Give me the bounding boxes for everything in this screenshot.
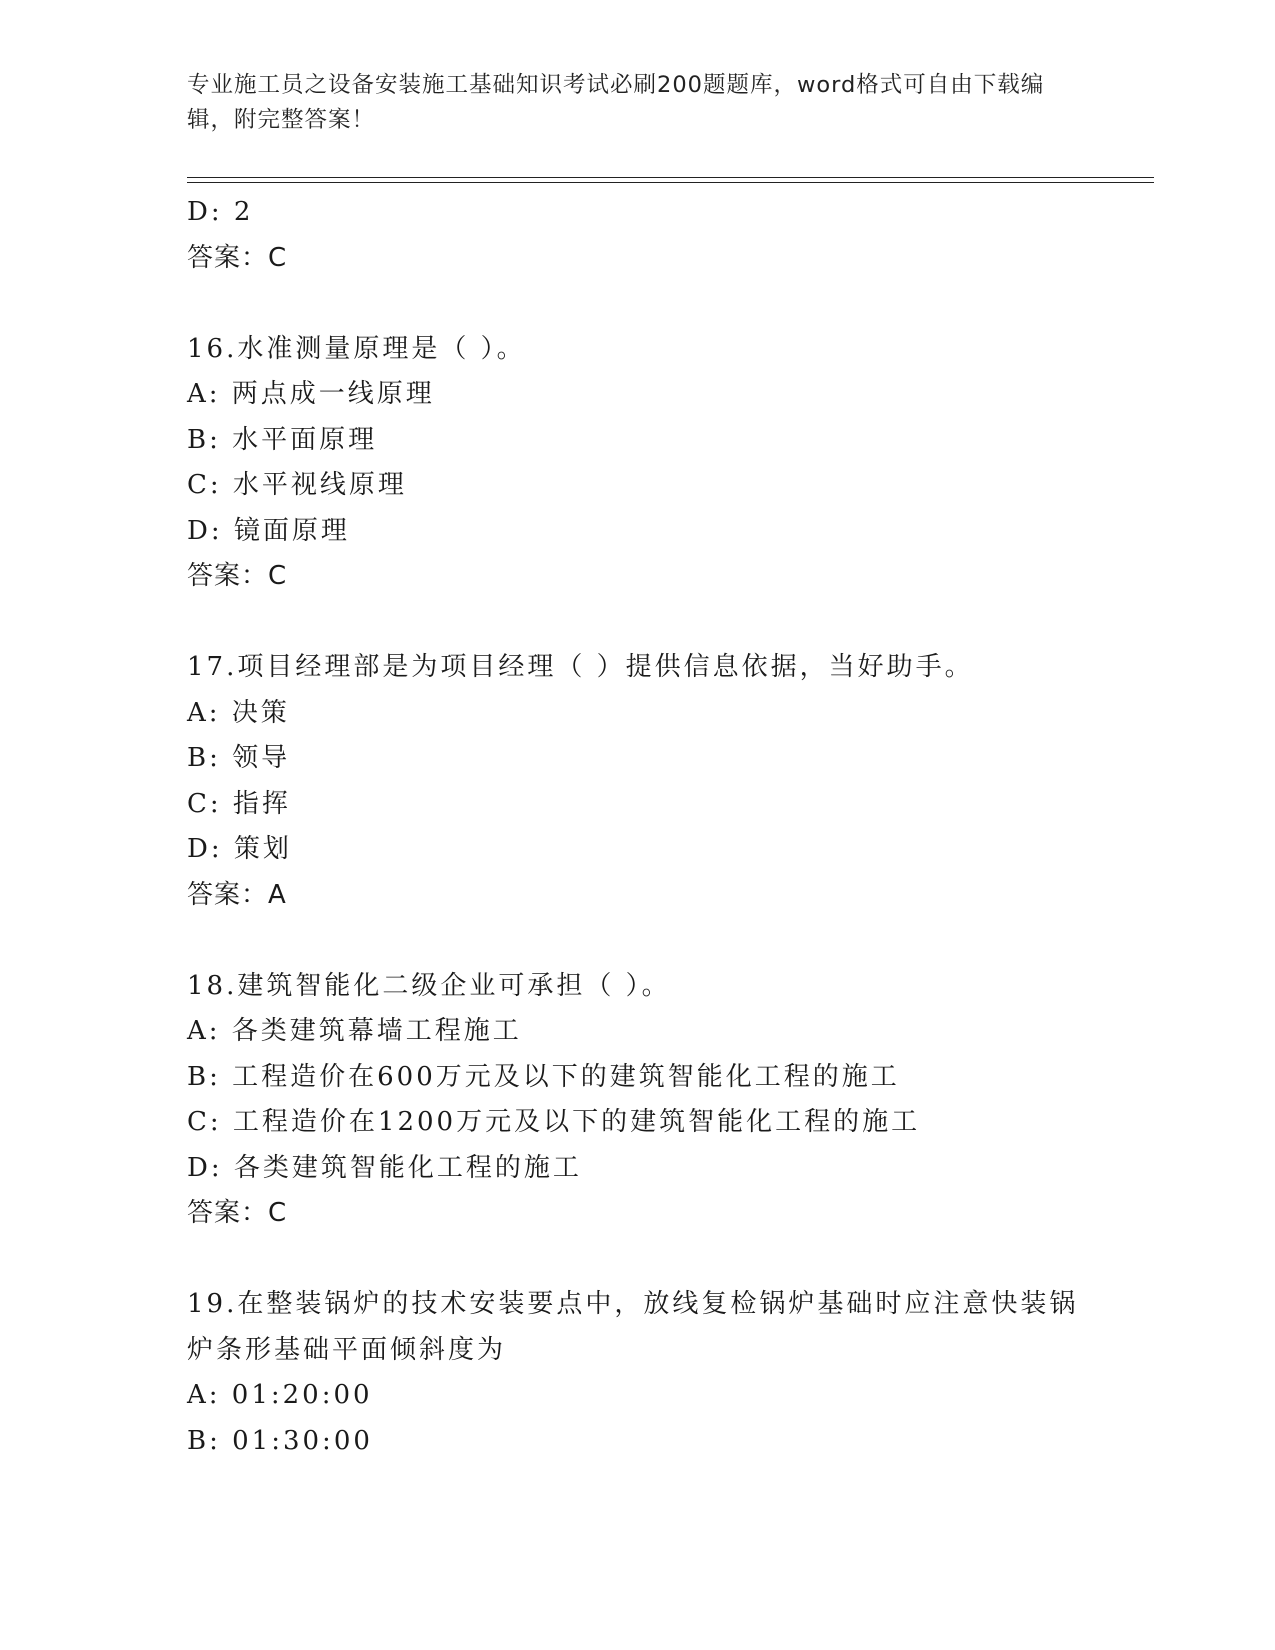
option-c: C: 指挥 xyxy=(187,788,291,819)
option-b: B: 工程造价在600万元及以下的建筑智能化工程的施工 xyxy=(187,1061,900,1092)
option-a: A: 决策 xyxy=(187,697,290,728)
option-a: A: 两点成一线原理 xyxy=(187,379,435,409)
option-a: A: 各类建筑幕墙工程施工 xyxy=(187,1016,522,1046)
option-d: D: 各类建筑智能化工程的施工 xyxy=(187,1152,582,1183)
answer-line: 答案：A xyxy=(187,879,287,910)
question-19 xyxy=(187,1282,1147,1464)
option-b: B: 01:30:00 xyxy=(187,1425,373,1456)
header-rule-bottom xyxy=(187,182,1154,183)
document-header: 专业施工员之设备安装施工基础知识考试必刷200题题库，word格式可自由下载编辑，附完整答案！ xyxy=(187,72,1045,133)
question-stem: 19.在整装锅炉的技术安装要点中，放线复检锅炉基础时应注意快装锅炉条形基础平面倾斜度为 xyxy=(187,1289,1079,1365)
option-c: C: 工程造价在1200万元及以下的建筑智能化工程的施工 xyxy=(187,1107,921,1137)
question-stem: 17.项目经理部是为项目经理（ ）提供信息依据，当好助手。 xyxy=(187,652,974,682)
question-18 xyxy=(187,964,1147,1237)
question-stem: 16.水准测量原理是（ ）。 xyxy=(187,333,526,364)
question-list xyxy=(187,190,1147,1464)
question-17 xyxy=(187,645,1147,918)
option-c: C: 水平视线原理 xyxy=(187,470,407,500)
option-d: D: 2 xyxy=(187,197,254,227)
header-rule-top xyxy=(187,177,1154,178)
spacer xyxy=(187,600,1147,646)
answer-line: 答案：C xyxy=(187,561,288,591)
option-b: B: 水平面原理 xyxy=(187,424,378,455)
option-b: B: 领导 xyxy=(187,743,291,773)
answer-line: 答案：C xyxy=(187,242,288,273)
spacer xyxy=(187,1237,1147,1283)
spacer xyxy=(187,918,1147,964)
option-d: D: 策划 xyxy=(187,834,292,864)
spacer xyxy=(187,281,1147,327)
option-d: D: 镜面原理 xyxy=(187,515,350,546)
question-16 xyxy=(187,327,1147,600)
question-stem: 18.建筑智能化二级企业可承担（ ）。 xyxy=(187,970,671,1001)
answer-line: 答案：C xyxy=(187,1198,288,1228)
option-a: A: 01:20:00 xyxy=(187,1380,373,1410)
